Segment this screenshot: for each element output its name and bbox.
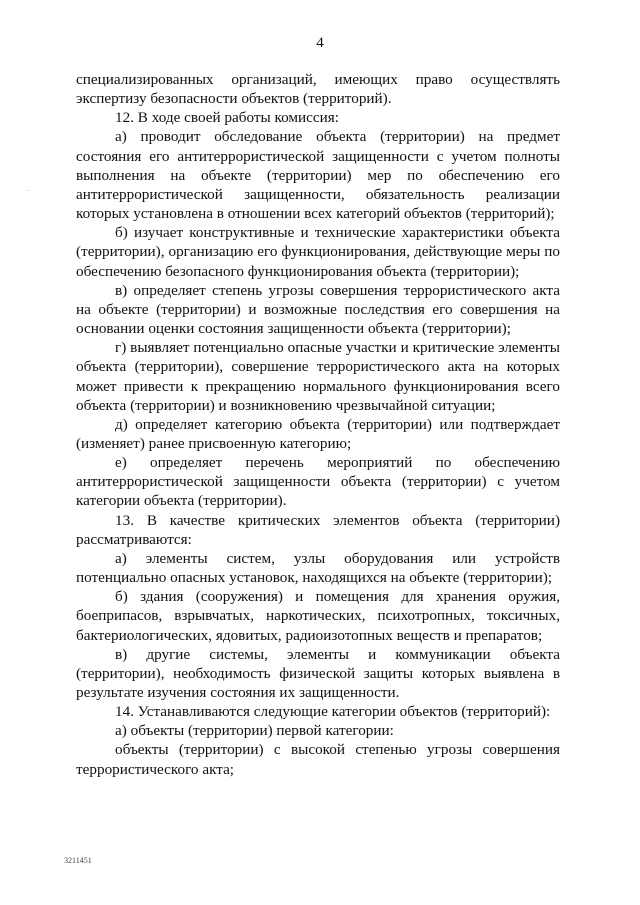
paragraph: в) другие системы, элементы и коммуникации объекта (территории), необходимость физической защиты которых выявлена в результате изучения состояния их защищенности. — [76, 645, 560, 701]
document-body — [76, 70, 560, 779]
paragraph: б) здания (сооружения) и помещения для хранения оружия, боеприпасов, взрывчатых, наркотических, психотропных, токсичных, бактериологических, ядовитых, радиоизотопных веществ и препаратов; — [76, 588, 560, 644]
paragraph: б) изучает конструктивные и технические характеристики объекта (территории), организацию его функционирования, действующие меры по обеспечению безопасного функционирования объекта (территории); — [76, 224, 560, 280]
paragraph: в) определяет степень угрозы совершения террористического акта на объекте (территории) и возможные последствия его совершения на основании оценки состояния защищенности объекта (территории); — [76, 281, 560, 338]
paragraph: е) определяет перечень мероприятий по обеспечению антитеррористической защищенности объекта (территории) с учетом категории объекта (территории). — [76, 454, 560, 510]
paragraph: объекты (территории) с высокой степенью угрозы совершения террористического акта; — [76, 741, 560, 778]
paragraph: д) определяет категорию объекта (территории) или подтверждает (изменяет) ранее присвоенную категорию; — [76, 415, 560, 452]
paragraph: а) объекты (территории) первой категории: — [115, 722, 394, 740]
paragraph: 14. Устанавливаются следующие категории объектов (территорий): — [115, 703, 551, 721]
document-code: 3211451 — [64, 856, 92, 865]
paragraph: г) выявляет потенциально опасные участки и критические элементы объекта (территории), совершение террористического акта на которых может привести к прекращению нормального функционирования всего объекта (территории) и возникновению чрезвычайной ситуации; — [76, 339, 560, 414]
paragraph: специализированных организаций, имеющих право осуществлять экспертизу безопасности объектов (территорий). — [76, 71, 560, 108]
paragraph: а) проводит обследование объекта (территории) на предмет состояния его антитеррористической защищенности с учетом полноты выполнения на объекте (территории) мер по обеспечению его антитеррористической защищенности, обязательность реализации которых установлена в отношении всех категорий объектов (территорий); — [76, 128, 560, 223]
paragraph: 13. В качестве критических элементов объекта (территории) рассматриваются: — [76, 511, 560, 548]
paragraph: а) элементы систем, узлы оборудования или устройств потенциально опасных установок, находящихся на объекте (территории); — [76, 549, 560, 587]
paragraph: 12. В ходе своей работы комиссия: — [115, 109, 339, 127]
page-number: 4 — [316, 35, 324, 51]
margin-mark: . — [27, 184, 29, 193]
